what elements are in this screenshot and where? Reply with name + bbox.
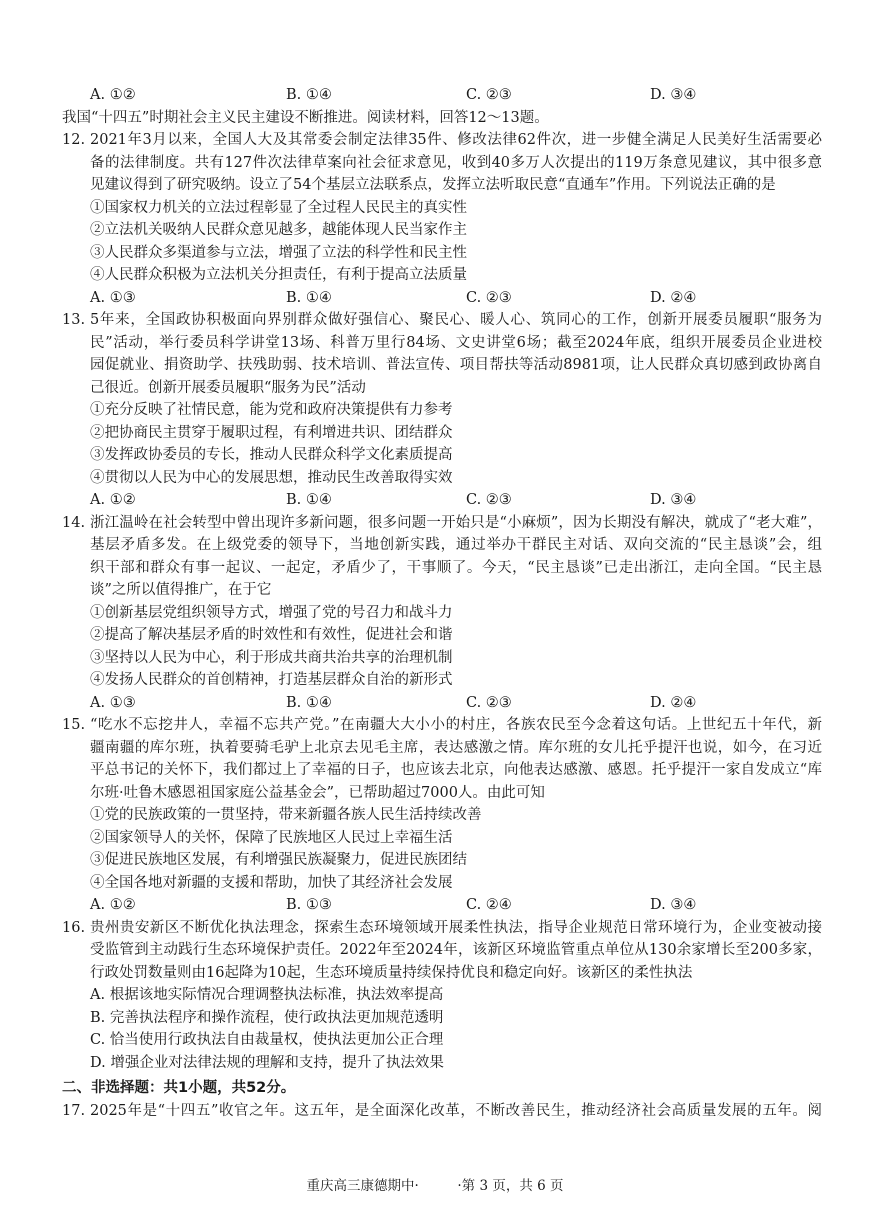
statement-1: ①国家权力机关的立法过程彰显了全过程人民民主的真实性 (90, 199, 467, 216)
statement-3: ③坚持以人民为中心，利于形成共商共治共享的治理机制 (90, 649, 453, 666)
question-number: 17. (62, 1103, 86, 1119)
question-number: 13. (62, 312, 86, 328)
stem-line: 见建议得到了研究吸纳。设立了54个基层立法联系点，发挥立法听取民意“直通车”作用。下列说法正确的是 (90, 177, 776, 193)
option-d: D. ③④ (650, 87, 697, 103)
stem-line: 受监管到主动践行生态环境保护责任。2022年至2024年，该新区环境监管重点单位从130余家增长至200多家， (90, 942, 822, 958)
q13-options (62, 489, 822, 512)
statement-1: ①创新基层党组织领导方式，增强了党的号召力和战斗力 (90, 604, 453, 621)
option-a: A. ①③ (90, 289, 136, 306)
choice-b: B. 完善执法程序和操作流程，使行政执法更加规范透明 (90, 1009, 444, 1026)
option-b: B. ①④ (286, 87, 332, 103)
statement-3: ③发挥政协委员的专长，推动人民群众科学文化素质提高 (90, 447, 453, 463)
question-17 (62, 1100, 822, 1123)
stem-line: 尔班·吐鲁木感恩祖国家庭公益基金会”，已帮助超过7000人。由此可知 (90, 784, 545, 801)
stem-line: 平总书记的关怀下，我们都过上了幸福的日子，也应该去北京，向他表达感激、感恩。托乎提汗一家自发成立“库 (90, 762, 822, 778)
statement-4: ④发扬人民群众的首创精神，打造基层群众自治的新形式 (90, 672, 453, 688)
stem-line: 谈”之所以值得推广，在于它 (90, 582, 272, 598)
question-number: 16. (62, 919, 86, 936)
question-14 (62, 512, 822, 602)
option-a: A. ①② (90, 492, 136, 508)
statement-2: ②把协商民主贯穿于履职过程，有利增进共识、团结群众 (90, 424, 453, 441)
option-a: A. ①② (90, 87, 136, 103)
statement-3: ③人民群众多渠道参与立法，增强了立法的科学性和民主性 (90, 244, 467, 261)
question-number: 14. (62, 514, 86, 531)
section-heading: 二、非选择题：共1小题，共52分。 (62, 1080, 296, 1096)
option-a: A. ①② (90, 897, 136, 913)
stem-line: 园促就业、捐资助学、扶残助弱、技术培训、普法宣传、项目帮扶等活动8981项，让人民群众真切感到政协离自 (90, 357, 822, 373)
option-c: C. ②③ (466, 694, 512, 711)
stem-line: 2021年3月以来，全国人大及其常委会制定法律35件、修改法律62件次，进一步健全满足人民美好生活需要必 (90, 132, 822, 148)
statement-1: ①充分反映了社情民意，能为党和政府决策提供有力参考 (90, 402, 453, 418)
q11-options (62, 84, 822, 107)
stem-line: 5年来，全国政协积极面向界别群众做好强信心、聚民心、暖人心、筑同心的工作，创新开展委员履职“服务为 (90, 312, 822, 328)
stem-line: 贵州贵安新区不断优化执法理念，探索生态环境领域开展柔性执法，指导企业规范日常环境行为，企业变被动接 (90, 919, 822, 936)
q15-options (62, 894, 822, 917)
option-a: A. ①③ (90, 694, 136, 711)
option-d: D. ③④ (650, 897, 697, 913)
option-b: B. ①④ (286, 492, 332, 508)
option-d: D. ②④ (650, 694, 697, 711)
choice-a: A. 根据该地实际情况合理调整执法标准，执法效率提高 (90, 987, 444, 1003)
option-c: C. ②④ (466, 897, 512, 913)
stem-line: 织干部和群众有事一起议、一起定，矛盾少了，干事顺了。今天，“民主恳谈”已走出浙江，走向全国。“民主恳 (90, 559, 822, 576)
statement-2: ②提高了解决基层矛盾的时效性和有效性，促进社会和谐 (90, 627, 453, 643)
question-15 (62, 714, 822, 804)
page-footer: 重庆高三康德期中· ·第 3 页，共 6 页 (306, 1178, 564, 1194)
stem-line: 行政处罚数量则由16起降为10起，生态环境质量持续保持优良和稳定向好。该新区的柔性执法 (90, 964, 693, 981)
question-12 (62, 129, 822, 197)
option-d: D. ③④ (650, 492, 697, 508)
statement-3: ③促进民族地区发展，有利增强民族凝聚力，促进民族团结 (90, 852, 467, 868)
stem-line: 民”活动，举行委员科学讲堂13场、科普万里行84场、文史讲堂6场；截至2024年底，组织开展委员企业进校 (90, 334, 822, 351)
stem-line: 疆南疆的库尔班，执着要骑毛驴上北京去见毛主席，表达感激之情。库尔班的女儿托乎提汗也说，如今，在习近 (90, 739, 822, 756)
material-intro: 我国“十四五”时期社会主义民主建设不断推进。阅读材料，回答12～13题。 (62, 109, 549, 126)
option-b: B. ①④ (286, 289, 332, 306)
option-d: D. ②④ (650, 289, 697, 306)
stem-line: 浙江温岭在社会转型中曾出现许多新问题，很多问题一开始只是“小麻烦”，因为长期没有解决，就成了“老大难”， (90, 514, 822, 531)
choice-d: D. 增强企业对法律法规的理解和支持，提升了执法效果 (90, 1054, 444, 1071)
option-c: C. ②③ (466, 87, 512, 103)
statement-2: ②立法机关吸纳人民群众意见越多，越能体现人民当家作主 (90, 222, 467, 238)
choice-c: C. 恰当使用行政执法自由裁量权，使执法更加公正合理 (90, 1032, 444, 1048)
q12-options (62, 287, 822, 310)
question-number: 12. (62, 132, 86, 148)
stem-line: 2025年是“十四五”收官之年。这五年，是全面深化改革，不断改善民生，推动经济社会高质量发展的五年。阅 (90, 1103, 822, 1119)
stem-line: “吃水不忘挖井人，幸福不忘共产党。”在南疆大大小小的村庄，各族农民至今念着这句话。上世纪五十年代，新 (90, 717, 822, 733)
option-c: C. ②③ (466, 289, 512, 306)
stem-line: 基层矛盾多发。在上级党委的领导下，当地创新实践，通过举办干群民主对话、双向交流的“民主恳谈”会，组 (90, 537, 822, 553)
stem-line: 己很近。创新开展委员履职“服务为民”活动 (90, 379, 366, 396)
statement-4: ④全国各地对新疆的支援和帮助，加快了其经济社会发展 (90, 874, 453, 891)
question-13 (62, 309, 822, 399)
option-b: B. ①④ (286, 694, 332, 711)
stem-line: 备的法律制度。共有127件次法律草案向社会征求意见，收到40多万人次提出的119万条意见建议，其中很多意 (90, 154, 822, 171)
question-number: 15. (62, 717, 86, 733)
statement-4: ④人民群众积极为立法机关分担责任，有利于提高立法质量 (90, 267, 467, 283)
page-content (62, 84, 822, 1123)
q14-options (62, 692, 822, 715)
option-b: B. ①③ (286, 897, 332, 913)
question-16 (62, 917, 822, 985)
statement-4: ④贯彻以人民为中心的发展思想，推动民生改善取得实效 (90, 469, 453, 486)
option-c: C. ②③ (466, 492, 512, 508)
statement-1: ①党的民族政策的一贯坚持，带来新疆各族人民生活持续改善 (90, 807, 482, 823)
statement-2: ②国家领导人的关怀，保障了民族地区人民过上幸福生活 (90, 829, 453, 846)
